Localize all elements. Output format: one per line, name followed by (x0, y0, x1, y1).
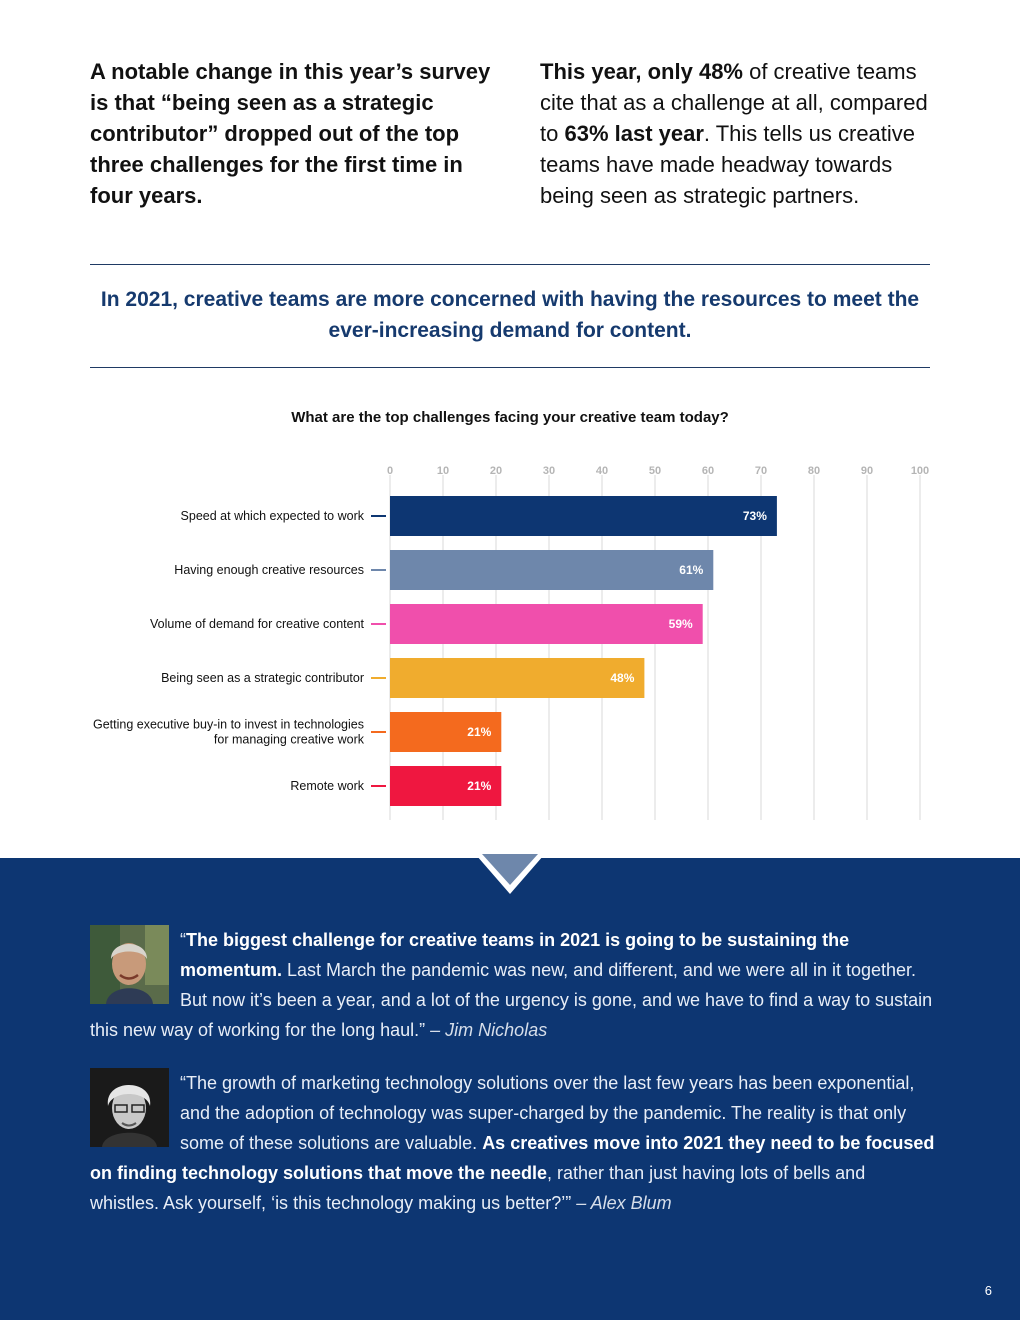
x-tick-label: 0 (386, 465, 394, 477)
quote-2-author: – Alex Blum (576, 1193, 672, 1213)
intro-right-paragraph (540, 56, 935, 211)
quote-alex-blum (90, 1068, 935, 1218)
intro-text-2: . This tells us creative teams have made headway towards being seen as strategic partners. (540, 121, 916, 208)
chevron-down-icon (470, 848, 550, 898)
quote-1-author: – Jim Nicholas (430, 1020, 548, 1040)
bar (390, 550, 713, 590)
x-tick-label: 80 (807, 465, 821, 477)
category-label: Getting executive buy-in to invest in technologies for managing creative work (93, 717, 364, 747)
x-tick-label: 100 (910, 465, 930, 477)
bar (390, 496, 777, 536)
category-label: Having enough creative resources (174, 563, 364, 577)
bar-value-label: 48% (610, 671, 635, 685)
quote-open-mark: “ (180, 930, 186, 950)
x-tick-label: 70 (754, 465, 768, 477)
intro-stat-current: This year, only 48% (540, 59, 743, 84)
divider-top (90, 264, 930, 265)
quote-1-text: Last March the pandemic was new, and different, and we were all in it together. But now it’s been a year, and a lot of the urgency is gone, and we have to find a way to sustain this new way of working for the long haul.” (90, 960, 933, 1040)
bar-value-label: 21% (467, 725, 492, 739)
bar (390, 604, 703, 644)
x-tick-label: 20 (489, 465, 503, 477)
category-label: Being seen as a strategic contributor (161, 671, 364, 685)
bar-chart (0, 455, 1020, 835)
category-label: Volume of demand for creative content (149, 617, 364, 631)
quote-2-bold: As creatives move into 2021 they need to be focused on finding technology solutions that move the needle (90, 1133, 935, 1183)
bar-value-label: 61% (679, 563, 704, 577)
bar-value-label: 73% (742, 509, 767, 523)
x-tick-label: 30 (542, 465, 556, 477)
x-tick-label: 50 (648, 465, 662, 477)
category-label: Speed at which expected to work (180, 509, 364, 523)
intro-left-paragraph: A notable change in this year’s survey is that “being seen as a strategic contributor” dropped out of the top three challenges for the first time in four years. (90, 59, 491, 208)
avatar-jim-nicholas (90, 925, 169, 1004)
x-tick-label: 60 (701, 465, 715, 477)
quote-2-text-b: , rather than just having lots of bells and whistles. Ask yourself, ‘is this technology making us better?’” (90, 1163, 866, 1213)
page-number: 6 (984, 1283, 992, 1298)
x-tick-label: 10 (436, 465, 450, 477)
quote-2-text-a: “The growth of marketing technology solutions over the last few years has been exponential, and the adoption of technology was super-charged by the pandemic. The reality is that only some of these solutions are valuable. (180, 1073, 915, 1153)
bar (390, 658, 644, 698)
headline: In 2021, creative teams are more concerned with having the resources to meet the ever-increasing demand for content. (100, 288, 920, 342)
divider-bottom (90, 367, 930, 368)
quote-jim-nicholas (90, 925, 935, 1045)
category-label: Remote work (290, 779, 364, 793)
x-tick-label: 40 (595, 465, 609, 477)
bar-value-label: 21% (467, 779, 492, 793)
chart-title: What are the top challenges facing your creative team today? (291, 409, 729, 426)
intro-stat-last-year: 63% last year (564, 121, 704, 146)
bar-value-label: 59% (668, 617, 693, 631)
intro-text-1: of creative teams cite that as a challenge at all, compared to (540, 59, 928, 146)
avatar-alex-blum (90, 1068, 169, 1147)
x-tick-label: 90 (860, 465, 874, 477)
quote-1-bold: The biggest challenge for creative teams in 2021 is going to be sustaining the momentum. (180, 930, 850, 980)
